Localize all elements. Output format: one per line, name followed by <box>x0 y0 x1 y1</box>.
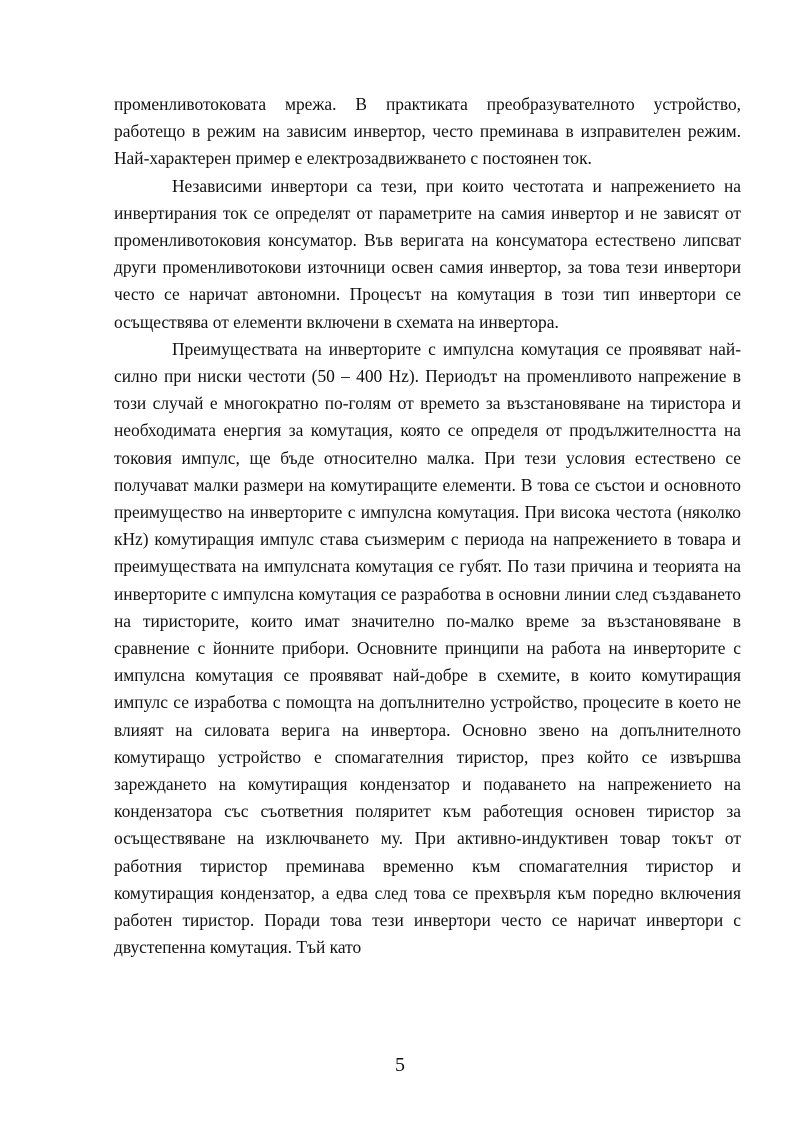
page-number: 5 <box>395 1054 405 1076</box>
paragraph-3: Преимуществата на инверторите с импулсна комутация се проявяват най-силно при ниски честоти (50 – 400 Hz). Периодът на променливото напрежение в този случай е многократно по-голям от времето за възстановяване на тиристора и необходимата енергия за комутация, която се определя от продължителността на токовия импулс, ще бъде относително малка. При тези условия естествено се получават малки размери на комутиращите елементи. В това се състои и основното преимущество на инверторите с импулсна комутация. При висока честота (няколко кHz) комутиращия импулс става съизмерим с периода на напрежението в товара и преимуществата на импулсната комутация се губят. По тази причина и теорията на инверторите с импулсна комутация се разработва в основни линии след създаването на тиристорите, които имат значително по-малко време за възстановяване в сравнение с йонните прибори. Основните принципи на работа на инверторите с импулсна комутация се проявяват най-добре в схемите, в които комутиращия импулс се изработва с помощта на допълнително устройство, процесите в което не влияят на силовата верига на инвертора. Основно звено на допълнителното комутиращо устройство е спомагателния тиристор, през който се извършва зареждането на комутиращия кондензатор и подаването на напрежението на кондензатора със съответния поляритет към работещия основен тиристор за осъществяване на изключването му. При активно-индуктивен товар токът от работния тиристор преминава временно към спомагателния тиристор и комутиращия кондензатор, а едва след това се прехвърля към поредно включения работен тиристор. Поради това тези инвертори често се наричат инвертори с двустепенна комутация. Тъй като <box>114 338 741 958</box>
body-text <box>114 91 741 962</box>
paragraph-2: Независими инвертори са тези, при които честотата и напрежението на инвертирания ток се определят от параметрите на самия инвертор и не зависят от променливотоковия консуматор. Във веригата на консуматора естествено липсват други променливотокови източници освен самия инвертор, за това тези инвертори често се наричат автономни. Процесът на комутация в този тип инвертори се осъществява от елементи включени в схемата на инвертора. <box>114 175 741 332</box>
paragraph-1: променливотоковата мрежа. В практиката преобразувателното устройство, работещо в режим на зависим инвертор, често преминава в изправителен режим. Най-характерен пример е електрозадвижването с постоянен ток. <box>114 94 741 169</box>
